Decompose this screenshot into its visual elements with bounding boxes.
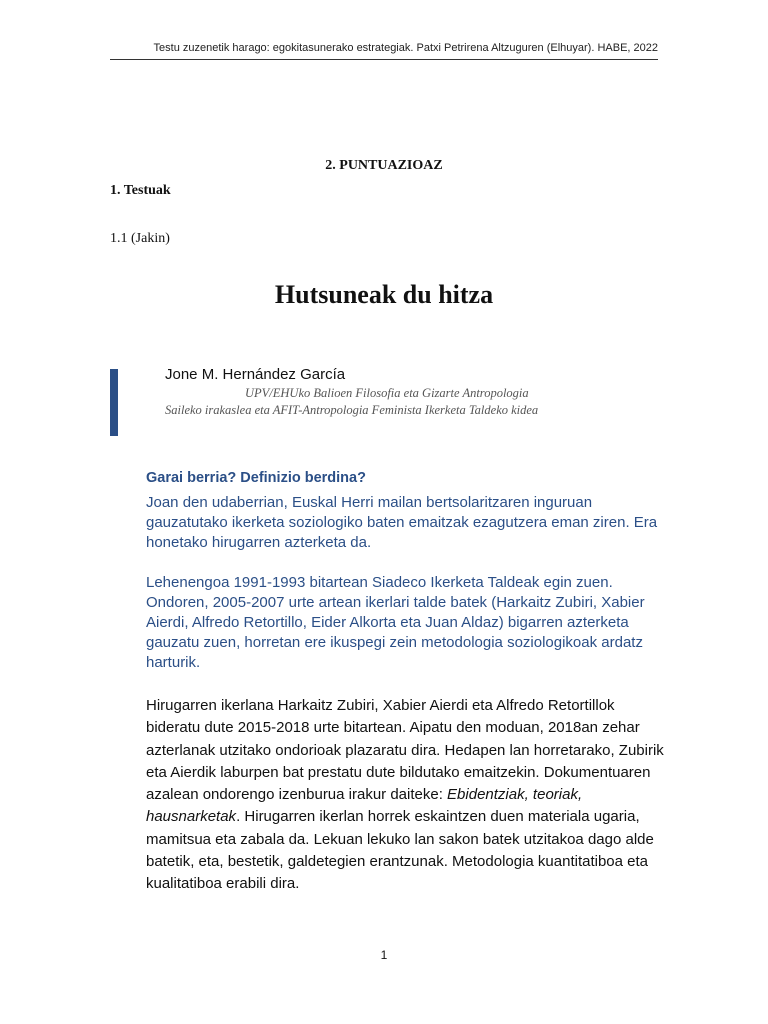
author-affiliation-line2: Saileko irakaslea eta AFIT-Antropologia Feminista Ikerketa Taldeko kidea <box>165 403 539 417</box>
author-affiliation-line1: UPV/EHUko Balioen Filosofia eta Gizarte Antropologia <box>245 386 529 400</box>
lead-paragraph: Joan den udaberrian, Euskal Herri mailan bertsolaritzaren inguruan gauzatutako ikerketa soziologiko baten emaitzak ezagutzera eman ziren. Era honetako hirugarren azterketa da. <box>146 494 658 551</box>
subsubsection-heading: 1.1 (Jakin) <box>110 231 170 246</box>
body-paragraph <box>146 695 666 896</box>
subsection-heading: 1. Testuak <box>110 183 171 198</box>
page-number: 1 <box>380 948 388 962</box>
lead-heading: Garai berria? Definizio berdina? <box>146 470 366 486</box>
article-title: Hutsuneak du hitza <box>274 280 494 309</box>
body-text-part: Hirugarren ikerlana Harkaitz Zubiri, Xabier Aierdi eta Alfredo Retortillok bideratu dute 2015-2018 urte bitartean. Aipatu den moduan, 2018an zehar azterlanak utzitako ondorioak plazaratu dira. Hedapen lan horretarako, Zubirik eta Aierdik laburpen bat prestatu dute bildutako emaitzekin. Dokumentuaren azalean ondorengo izenburua irakur daiteke: <box>146 697 664 804</box>
author-accent-bar <box>110 369 118 436</box>
cited-document-title: Ebidentziak, teoriak, hausnarketak <box>146 786 583 826</box>
section-title: 2. PUNTUAZIOAZ <box>325 158 443 173</box>
lead-section <box>146 470 666 693</box>
running-header: Testu zuzenetik harago: egokitasunerako estrategiak. Patxi Petrirena Altzuguren (Elhuyar). HABE, 2022 <box>110 42 658 60</box>
body-text-part: . Hirugarren ikerlan horrek eskaintzen duen materiala ugaria, mamitsua eta zabala da. Lekuan lekuko lan sakon batek utzitakoa dago alde batetik, eta, bestetik, galdetegien erantzunak. Metodologia kuantitatiboa eta kualitatiboa erabili dira. <box>146 808 654 893</box>
lead-paragraph: Lehenengoa 1991-1993 bitartean Siadeco Ikerketa Taldeak egin zuen. Ondoren, 2005-2007 urte artean ikerlari talde batek (Harkaitz Zubiri, Xabier Aierdi, Alfredo Retortillo, Eider Alkorta eta Juan Aldaz) bigarren azterketa gauzatu zuen, horretan ere ikuspegi zein metodologia soziologikoak ardatz harturik. <box>146 574 645 671</box>
author-name: Jone M. Hernández García <box>165 366 346 383</box>
